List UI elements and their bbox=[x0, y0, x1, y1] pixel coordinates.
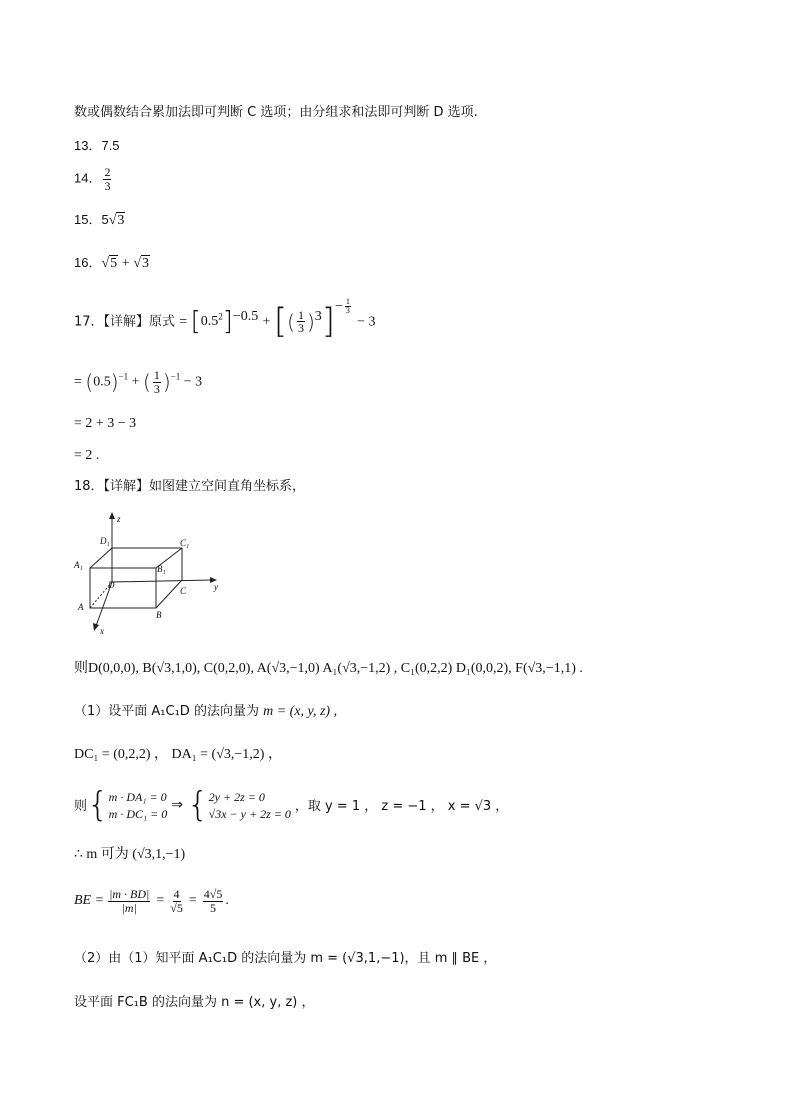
x-axis-arrowhead bbox=[93, 623, 99, 631]
label-y: y bbox=[214, 582, 218, 592]
therefore-line bbox=[74, 848, 185, 862]
system-vector-form bbox=[109, 789, 168, 824]
normal-vector-m: m = (x, y, z) , bbox=[263, 704, 338, 719]
system-eq-1: m · DA₁ = 0 bbox=[108, 789, 167, 804]
label-a: A bbox=[78, 602, 84, 612]
system-eq-4: √3x − y + 2z = 0 bbox=[208, 807, 291, 821]
answer-17-step4: = 2 . bbox=[74, 448, 100, 463]
cube-coordinate-figure bbox=[72, 508, 232, 636]
answer-16-label: 16． bbox=[74, 255, 102, 270]
be-mid-denominator: √5 bbox=[170, 900, 183, 915]
equals-sign: = bbox=[74, 374, 82, 390]
be-lhs: BE = bbox=[74, 893, 105, 909]
front-face bbox=[90, 568, 156, 608]
be-formula: BE = $\frac{|m \cdot BD|}{|m|}$ = $\frac{4}{√5}$ = $\frac{4√5}{5}$ . bbox=[74, 887, 229, 915]
fraction-numerator: 2 bbox=[104, 165, 111, 179]
label-z: z bbox=[117, 514, 121, 524]
answer-17-label: 17．【详解】原式 bbox=[74, 314, 176, 330]
system-eq-3: 2y + 2z = 0 bbox=[208, 789, 265, 804]
be-result-numerator: 4√5 bbox=[203, 887, 223, 901]
y-axis bbox=[112, 580, 212, 582]
label-d1: D₁ bbox=[100, 536, 110, 546]
fraction-denominator: 3 bbox=[104, 178, 111, 193]
answer-17-step3: = 2 + 3 − 3 bbox=[74, 416, 137, 431]
answer-14 bbox=[74, 166, 113, 192]
be-result-denominator: 5 bbox=[210, 900, 217, 915]
label-c: C bbox=[180, 586, 187, 596]
label-a1: A₁ bbox=[74, 560, 83, 570]
be-mid-numerator: 4 bbox=[173, 887, 180, 901]
coordinates-line: 则D(0,0,0), B(√3,1,0), C(0,2,0), A(√3,−1,0) A₁(√3,−1,2) , C₁(0,2,2) D₁(0,0,2), F(√3,−1,1) . bbox=[74, 661, 583, 676]
answer-14-label: 14． bbox=[74, 170, 102, 186]
radicand: 3 bbox=[117, 213, 125, 228]
radicand-1: 5 bbox=[110, 256, 118, 271]
take-values-text: ，取 y = 1 ， z = −1 ， x = √3 ， bbox=[294, 798, 509, 814]
label-d: D bbox=[108, 580, 115, 590]
label-x: x bbox=[100, 626, 104, 636]
radicand-2: 3 bbox=[142, 256, 149, 271]
be-fraction-3 bbox=[203, 888, 224, 914]
vector-definitions: DC₁ = (0,2,2) ， DA₁ = (√3,−1,2) ， bbox=[74, 747, 282, 762]
label-b: B bbox=[156, 610, 162, 620]
text-line-intro: 数或偶数结合累加法即可判断 C 选项；由分组求和法即可判断 D 选项. bbox=[74, 105, 478, 120]
edge-c-b bbox=[156, 580, 182, 608]
answer-18-label: 18．【详解】如图建立空间直角坐标系， bbox=[74, 479, 306, 494]
then-word: 则 bbox=[74, 798, 88, 814]
system-eq-2: m · DC₁ = 0 bbox=[108, 807, 168, 821]
label-b1: B₁ bbox=[157, 564, 166, 574]
part1-intro-text: （1）设平面 A₁C₁D 的法向量为 bbox=[74, 704, 259, 719]
implies-arrow: ⇒ bbox=[171, 798, 183, 813]
be-fraction-2 bbox=[170, 888, 183, 914]
system-scalar-form bbox=[209, 789, 291, 824]
answer-17-step2: = $(0.5)^{-1}$ + ( $\frac{1}{3}$ )$^{-1}$ − 3 bbox=[74, 368, 203, 396]
be-fraction-1 bbox=[108, 888, 150, 914]
answer-17-step1: 17．【详解】原式 = $[0.5^2]^{-0.5}$ + [( $\frac{1}{3}$ )$^3$]$^{- \frac{1}{3}}$ − 3 bbox=[74, 297, 376, 342]
part2-line: （2）由（1）知平面 A₁C₁D 的法向量为 m = (√3,1,−1)，且 m ∥ BE ， bbox=[74, 951, 497, 966]
answer-15-label: 15．5 bbox=[74, 212, 109, 227]
equation-system-line: 则 { m · DA₁ = 0 m · DC₁ = 0 ⇒ { 2y + 2z = 0 √3x − y + 2z = 0 ，取 y = 1 ， z = −1 ， x = √3 ， bbox=[74, 785, 509, 826]
edge-d1-a1 bbox=[90, 548, 112, 568]
plus-sign: + bbox=[121, 256, 130, 271]
z-axis-arrowhead bbox=[109, 512, 115, 519]
label-c1: C₁ bbox=[180, 538, 190, 548]
be-denominator: |m| bbox=[121, 900, 137, 915]
part3-line: 设平面 FC₁B 的法向量为 n = (x, y, z) ， bbox=[74, 995, 315, 1010]
be-numerator: |m · BD| bbox=[109, 887, 150, 901]
answer-13: 13．7.5 bbox=[74, 138, 120, 153]
part1-intro bbox=[74, 705, 337, 719]
fraction-two-thirds bbox=[103, 166, 111, 192]
therefore-text: ∴ m 可为 (√3,1,−1) bbox=[74, 847, 186, 862]
answer-15: 15．5√3 bbox=[74, 212, 125, 228]
answer-16: 16．√5 + √3 bbox=[74, 255, 149, 271]
